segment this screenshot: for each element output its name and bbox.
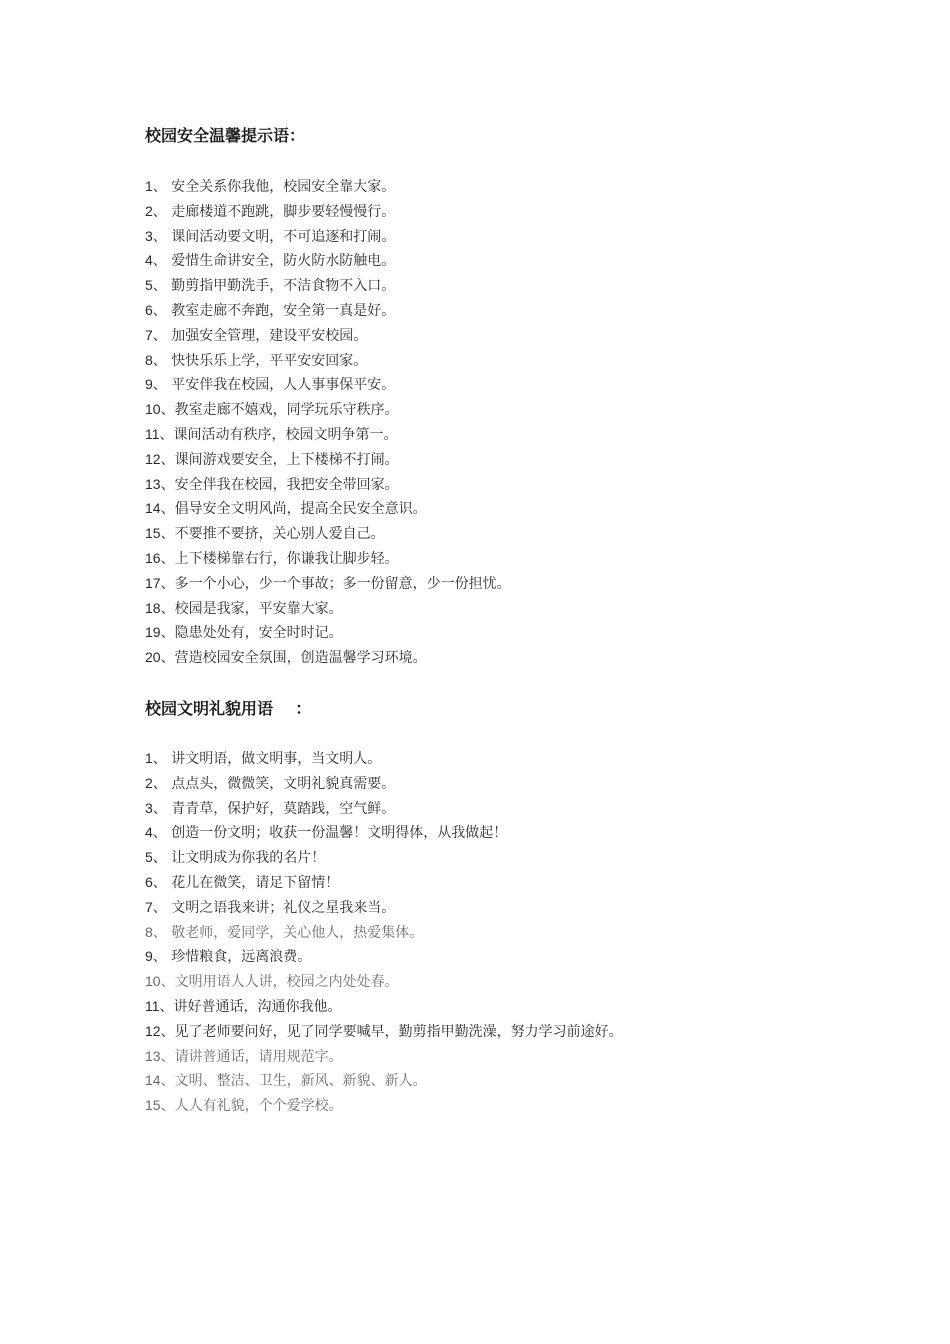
list-item	[145, 273, 511, 298]
list-item	[145, 994, 623, 1019]
item-text: 课间活动要文明，不可追逐和打闹。	[166, 228, 396, 245]
item-number: 14、	[145, 500, 175, 517]
item-text: 快快乐乐上学，平平安安回家。	[166, 352, 368, 369]
list-item	[145, 895, 623, 920]
item-number: 7、	[145, 326, 167, 343]
item-text: 青青草，保护好，莫踏践，空气鲜。	[166, 800, 396, 817]
list-item	[145, 372, 511, 397]
item-number: 2、	[145, 774, 167, 791]
list-item	[145, 472, 511, 497]
item-text: 花儿在微笑，请足下留情！	[166, 874, 340, 891]
list-item	[145, 645, 511, 670]
item-number: 18、	[145, 599, 175, 616]
item-text: 见了老师要问好，见了同学要喊早，勤剪指甲勤洗澡，努力学习前途好。	[174, 1023, 623, 1040]
list-item	[145, 323, 511, 348]
item-number: 8、	[145, 351, 167, 368]
list-item	[145, 1093, 623, 1118]
item-text: 讲好普通话，沟通你我他。	[173, 998, 342, 1015]
item-text: 文明、整洁、卫生，新风、新貌、新人。	[174, 1073, 427, 1090]
item-number: 11、	[145, 425, 174, 442]
item-number: 11、	[145, 997, 174, 1014]
list-item	[145, 944, 623, 969]
list-item	[145, 348, 511, 373]
safety-slogan-list	[145, 174, 511, 670]
item-number: 2、	[145, 202, 167, 219]
item-number: 6、	[145, 301, 167, 318]
list-item	[145, 596, 511, 621]
item-text: 点点头，微微笑，文明礼貌真需要。	[166, 775, 396, 792]
list-item	[145, 174, 511, 199]
item-number: 3、	[145, 799, 167, 816]
item-text: 安全关系你我他，校园安全靠大家。	[166, 179, 396, 195]
item-text: 文明之语我来讲；礼仪之星我来当。	[166, 899, 396, 916]
list-item	[145, 199, 511, 224]
list-item	[145, 546, 511, 571]
item-number: 19、	[145, 624, 175, 641]
item-number: 10、	[145, 973, 175, 990]
item-number: 20、	[145, 649, 175, 666]
list-item	[145, 746, 623, 771]
item-text: 安全伴我在校园，我把安全带回家。	[174, 476, 399, 493]
item-text: 人人有礼貌，个个爱学校。	[174, 1098, 343, 1115]
item-text: 勤剪指甲勤洗手，不洁食物不入口。	[166, 278, 396, 295]
item-number: 12、	[145, 450, 175, 467]
list-item	[145, 845, 623, 870]
item-number: 17、	[145, 574, 175, 591]
item-text: 爱惜生命讲安全，防火防水防触电。	[166, 253, 396, 270]
list-item	[145, 771, 623, 796]
list-item	[145, 422, 511, 447]
item-number: 4、	[145, 824, 167, 841]
item-text: 平安伴我在校园，人人事事保平安。	[166, 377, 396, 394]
item-number: 13、	[145, 1047, 175, 1064]
list-item	[145, 1044, 623, 1069]
item-number: 9、	[145, 948, 167, 965]
item-number: 6、	[145, 873, 167, 890]
item-number: 7、	[145, 898, 167, 915]
item-text: 不要推不要挤，关心别人爱自己。	[174, 526, 385, 543]
list-item	[145, 571, 511, 596]
item-number: 13、	[145, 475, 175, 492]
item-text: 珍惜粮食，远离浪费。	[166, 949, 312, 966]
list-item	[145, 447, 511, 472]
item-text: 教室走廊不嬉戏，同学玩乐守秩序。	[174, 402, 399, 419]
item-text: 课间游戏要安全，上下楼梯不打闹。	[174, 451, 399, 468]
list-item	[145, 870, 623, 895]
list-item	[145, 298, 511, 323]
item-text: 营造校园安全氛围，创造温馨学习环境。	[174, 650, 427, 667]
item-text: 走廊楼道不跑跳，脚步要轻慢慢行。	[166, 203, 396, 220]
item-text: 隐患处处有，安全时时记。	[174, 625, 343, 642]
list-item	[145, 920, 623, 945]
etiquette-phrase-list	[145, 746, 623, 1118]
item-number: 8、	[145, 923, 167, 940]
item-text: 多一个小心，少一个事故；多一份留意，少一份担忧。	[174, 575, 511, 592]
item-text: 文明用语人人讲，校园之内处处春。	[174, 974, 399, 991]
list-item	[145, 496, 511, 521]
item-text: 倡导安全文明风尚，提高全民安全意识。	[174, 501, 427, 518]
item-text: 校园是我家，平安靠大家。	[174, 600, 343, 617]
item-number: 5、	[145, 277, 167, 294]
item-text: 加强安全管理，建设平安校园。	[166, 327, 368, 344]
item-text: 上下楼梯靠右行，你谦我让脚步轻。	[174, 550, 399, 567]
item-number: 14、	[145, 1072, 175, 1089]
item-number: 12、	[145, 1022, 175, 1039]
list-item	[145, 397, 511, 422]
list-item	[145, 796, 623, 821]
list-item	[145, 521, 511, 546]
item-text: 敬老师，爱同学，关心他人，热爱集体。	[166, 924, 424, 941]
item-number: 5、	[145, 849, 167, 866]
section-title-etiquette: 校园文明礼貌用语 ：	[145, 699, 312, 718]
item-text: 创造一份文明；收获一份温馨！文明得体，从我做起！	[166, 825, 508, 842]
item-text: 请讲普通话，请用规范字。	[174, 1048, 343, 1065]
section-title-safety: 校园安全温馨提示语：	[145, 126, 306, 145]
list-item	[145, 820, 623, 845]
item-number: 15、	[145, 1097, 175, 1114]
list-item	[145, 620, 511, 645]
item-text: 讲文明语，做文明事，当文明人。	[166, 751, 382, 767]
item-number: 4、	[145, 252, 167, 269]
item-number: 10、	[145, 401, 175, 418]
list-item	[145, 248, 511, 273]
item-text: 教室走廊不奔跑，安全第一真是好。	[166, 302, 396, 319]
item-number: 1、	[145, 178, 167, 194]
item-number: 16、	[145, 549, 175, 566]
list-item	[145, 224, 511, 249]
item-text: 让文明成为你我的名片！	[166, 850, 326, 867]
item-number: 1、	[145, 750, 167, 766]
list-item	[145, 969, 623, 994]
item-text: 课间活动有秩序，校园文明争第一。	[173, 426, 398, 443]
item-number: 15、	[145, 525, 175, 542]
item-number: 9、	[145, 376, 167, 393]
list-item	[145, 1068, 623, 1093]
item-number: 3、	[145, 227, 167, 244]
list-item	[145, 1019, 623, 1044]
